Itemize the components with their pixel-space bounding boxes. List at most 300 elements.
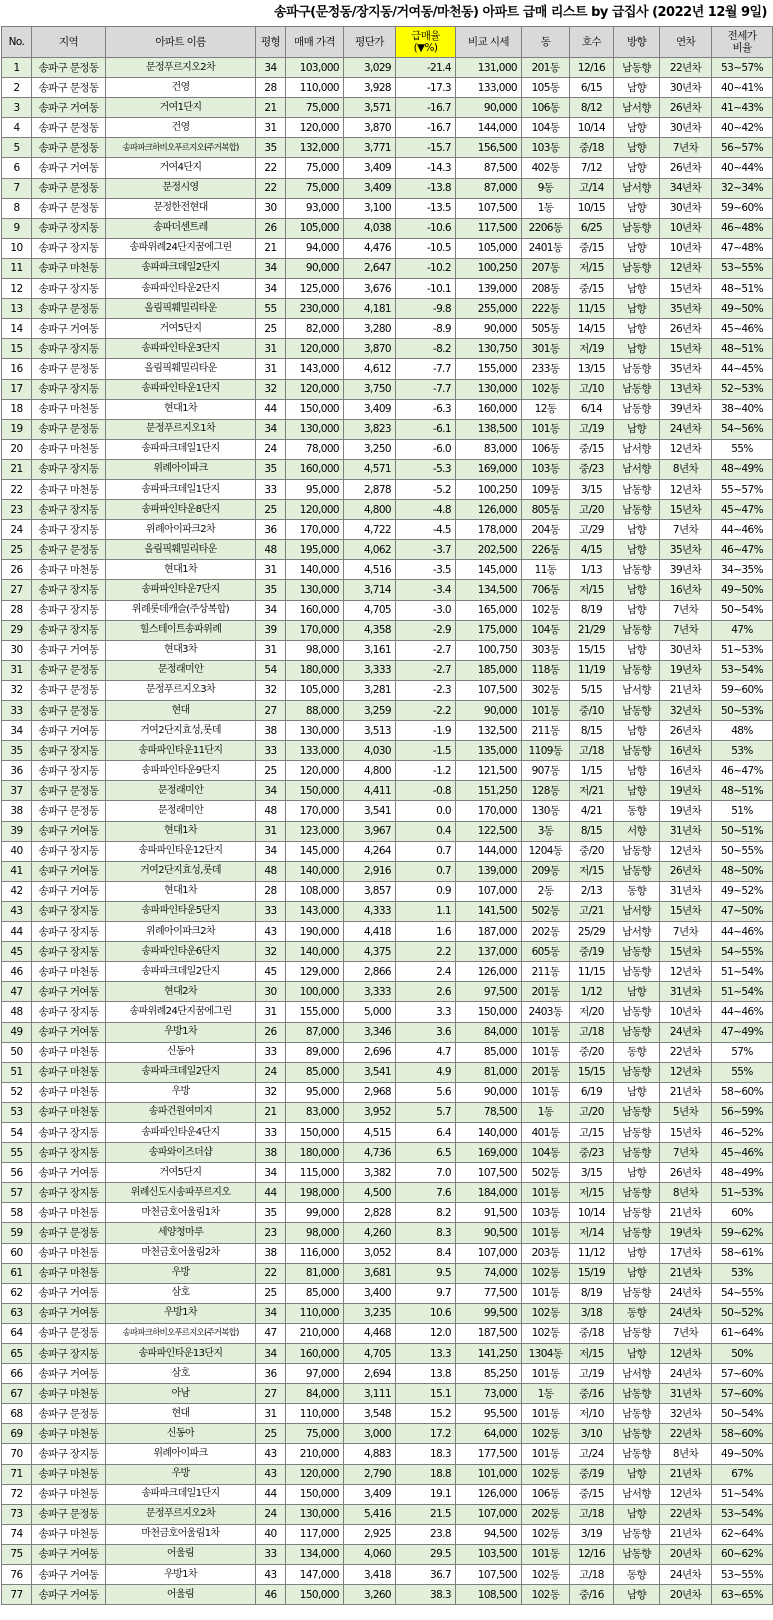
cell-size: 32: [256, 680, 286, 700]
cell-region: 송파구 문정동: [32, 540, 106, 560]
cell-no: 33: [2, 701, 32, 721]
cell-sale-price: 129,000: [286, 962, 344, 982]
cell-no: 63: [2, 1303, 32, 1323]
cell-jeonse-ratio: 51~54%: [712, 962, 773, 982]
cell-direction: 남향: [614, 138, 660, 158]
table-row: [2, 962, 773, 982]
cell-sale-price: 120,000: [286, 379, 344, 399]
table-row: [2, 761, 773, 781]
cell-no: 14: [2, 319, 32, 339]
cell-region: 송파구 문정동: [32, 178, 106, 198]
cell-region: 송파구 거여동: [32, 1022, 106, 1042]
cell-direction: 남향: [614, 1243, 660, 1263]
cell-jeonse-ratio: 55~57%: [712, 479, 773, 499]
table-row: [2, 640, 773, 660]
cell-building: 505동: [522, 319, 570, 339]
cell-apartment-name: 송파파인타운7단지: [106, 580, 256, 600]
cell-discount-rate: 2.6: [396, 982, 456, 1002]
table-row: [2, 178, 773, 198]
cell-building: 104동: [522, 118, 570, 138]
cell-sale-price: 140,000: [286, 560, 344, 580]
cell-direction: 남향: [614, 78, 660, 98]
cell-sale-price: 180,000: [286, 1143, 344, 1163]
cell-age: 39년차: [660, 399, 712, 419]
cell-price-per-pyeong: 3,714: [344, 580, 396, 600]
cell-price-per-pyeong: 3,513: [344, 721, 396, 741]
cell-discount-rate: -0.8: [396, 781, 456, 801]
cell-direction: 남동향: [614, 1102, 660, 1122]
cell-discount-rate: -4.5: [396, 520, 456, 540]
cell-size: 36: [256, 520, 286, 540]
cell-comparison-price: 165,000: [456, 600, 522, 620]
table-row: [2, 1323, 773, 1343]
cell-region: 송파구 장지동: [32, 600, 106, 620]
cell-jeonse-ratio: 48~49%: [712, 1163, 773, 1183]
cell-apartment-name: 송파파크데일2단지: [106, 962, 256, 982]
cell-region: 송파구 장지동: [32, 1143, 106, 1163]
table-row: [2, 379, 773, 399]
header-region: 지역: [32, 27, 106, 58]
cell-size: 31: [256, 118, 286, 138]
cell-size: 48: [256, 540, 286, 560]
cell-price-per-pyeong: 2,694: [344, 1364, 396, 1384]
cell-age: 13년차: [660, 379, 712, 399]
cell-unit: 8/15: [570, 721, 614, 741]
cell-no: 58: [2, 1203, 32, 1223]
cell-unit: 6/25: [570, 218, 614, 238]
table-row: [2, 1303, 773, 1323]
cell-unit: 고/18: [570, 741, 614, 761]
cell-sale-price: 110,000: [286, 1303, 344, 1323]
cell-sale-price: 130,000: [286, 721, 344, 741]
cell-no: 52: [2, 1082, 32, 1102]
cell-no: 61: [2, 1263, 32, 1283]
cell-size: 22: [256, 158, 286, 178]
cell-age: 12년차: [660, 479, 712, 499]
cell-comparison-price: 139,000: [456, 279, 522, 299]
cell-apartment-name: 거여5단지: [106, 1163, 256, 1183]
cell-direction: 남향: [614, 540, 660, 560]
cell-unit: 중/15: [570, 238, 614, 258]
cell-apartment-name: 우방: [106, 1082, 256, 1102]
cell-size: 35: [256, 1203, 286, 1223]
cell-jeonse-ratio: 48~49%: [712, 459, 773, 479]
cell-jeonse-ratio: 53~54%: [712, 660, 773, 680]
cell-building: 102동: [522, 1524, 570, 1544]
cell-age: 12년차: [660, 962, 712, 982]
cell-comparison-price: 90,000: [456, 98, 522, 118]
cell-comparison-price: 150,000: [456, 1002, 522, 1022]
cell-sale-price: 115,000: [286, 1163, 344, 1183]
table-row: [2, 78, 773, 98]
cell-no: 45: [2, 942, 32, 962]
cell-sale-price: 75,000: [286, 98, 344, 118]
cell-apartment-name: 거여2단지효성,롯데: [106, 861, 256, 881]
cell-size: 43: [256, 1464, 286, 1484]
cell-size: 55: [256, 299, 286, 319]
cell-comparison-price: 90,000: [456, 1082, 522, 1102]
cell-discount-rate: 8.2: [396, 1203, 456, 1223]
cell-apartment-name: 위례아이파크2차: [106, 520, 256, 540]
cell-comparison-price: 91,500: [456, 1203, 522, 1223]
cell-price-per-pyeong: 2,968: [344, 1082, 396, 1102]
cell-no: 51: [2, 1062, 32, 1082]
cell-building: 203동: [522, 1243, 570, 1263]
table-row: [2, 1565, 773, 1585]
cell-no: 27: [2, 580, 32, 600]
table-row: [2, 419, 773, 439]
cell-comparison-price: 131,000: [456, 58, 522, 78]
cell-apartment-name: 문정시영: [106, 178, 256, 198]
cell-age: 22년차: [660, 1042, 712, 1062]
cell-unit: 고/18: [570, 1565, 614, 1585]
cell-jeonse-ratio: 49~50%: [712, 299, 773, 319]
cell-no: 47: [2, 982, 32, 1002]
cell-price-per-pyeong: 2,916: [344, 861, 396, 881]
cell-price-per-pyeong: 4,418: [344, 922, 396, 942]
cell-region: 송파구 장지동: [32, 459, 106, 479]
header-direction: 방향: [614, 27, 660, 58]
cell-comparison-price: 126,000: [456, 500, 522, 520]
table-row: [2, 118, 773, 138]
cell-sale-price: 94,000: [286, 238, 344, 258]
cell-building: 208동: [522, 279, 570, 299]
cell-age: 19년차: [660, 801, 712, 821]
cell-age: 7년차: [660, 1323, 712, 1343]
cell-comparison-price: 90,000: [456, 701, 522, 721]
cell-sale-price: 143,000: [286, 901, 344, 921]
cell-building: 2401동: [522, 238, 570, 258]
header-unit: 호수: [570, 27, 614, 58]
cell-comparison-price: 139,000: [456, 861, 522, 881]
cell-no: 42: [2, 881, 32, 901]
cell-unit: 3/18: [570, 1303, 614, 1323]
cell-no: 72: [2, 1484, 32, 1504]
header-jeonse-ratio-line1: 전세가: [727, 30, 757, 42]
cell-discount-rate: 8.4: [396, 1243, 456, 1263]
cell-building: 201동: [522, 58, 570, 78]
cell-region: 송파구 마천동: [32, 258, 106, 278]
cell-building: 1동: [522, 1102, 570, 1122]
cell-direction: 남향: [614, 419, 660, 439]
cell-price-per-pyeong: 2,866: [344, 962, 396, 982]
cell-region: 송파구 거여동: [32, 1544, 106, 1564]
cell-size: 23: [256, 1223, 286, 1243]
cell-jeonse-ratio: 59~60%: [712, 198, 773, 218]
cell-building: 207동: [522, 258, 570, 278]
cell-unit: 5/15: [570, 680, 614, 700]
cell-comparison-price: 107,500: [456, 1163, 522, 1183]
cell-apartment-name: 위례아이파크: [106, 459, 256, 479]
cell-unit: 고/15: [570, 1122, 614, 1142]
cell-building: 11동: [522, 560, 570, 580]
cell-comparison-price: 107,500: [456, 680, 522, 700]
cell-apartment-name: 신동아: [106, 1042, 256, 1062]
cell-region: 송파구 장지동: [32, 279, 106, 299]
cell-building: 101동: [522, 1022, 570, 1042]
cell-price-per-pyeong: 3,541: [344, 801, 396, 821]
cell-building: 3동: [522, 821, 570, 841]
cell-sale-price: 170,000: [286, 520, 344, 540]
cell-discount-rate: 29.5: [396, 1544, 456, 1564]
cell-price-per-pyeong: 3,333: [344, 982, 396, 1002]
table-row: [2, 680, 773, 700]
cell-unit: 11/15: [570, 962, 614, 982]
table-row: [2, 1404, 773, 1424]
cell-comparison-price: 90,000: [456, 319, 522, 339]
cell-price-per-pyeong: 4,705: [344, 600, 396, 620]
cell-region: 송파구 장지동: [32, 218, 106, 238]
cell-jeonse-ratio: 47~48%: [712, 238, 773, 258]
cell-region: 송파구 거여동: [32, 721, 106, 741]
cell-discount-rate: 5.6: [396, 1082, 456, 1102]
cell-size: 26: [256, 1022, 286, 1042]
cell-age: 26년차: [660, 1163, 712, 1183]
cell-size: 30: [256, 982, 286, 1002]
cell-building: 101동: [522, 701, 570, 721]
cell-age: 26년차: [660, 319, 712, 339]
header-jeonse-ratio-line2: 비율: [732, 42, 752, 54]
table-row: [2, 901, 773, 921]
cell-building: 103동: [522, 1203, 570, 1223]
cell-apartment-name: 송파파인타운2단지: [106, 279, 256, 299]
cell-building: 102동: [522, 600, 570, 620]
cell-age: 24년차: [660, 1565, 712, 1585]
cell-age: 22년차: [660, 58, 712, 78]
cell-no: 40: [2, 841, 32, 861]
cell-size: 25: [256, 1283, 286, 1303]
cell-no: 65: [2, 1344, 32, 1364]
cell-region: 송파구 마천동: [32, 1524, 106, 1544]
cell-sale-price: 140,000: [286, 942, 344, 962]
cell-no: 55: [2, 1143, 32, 1163]
cell-size: 34: [256, 1303, 286, 1323]
cell-sale-price: 210,000: [286, 1323, 344, 1343]
cell-direction: 남서향: [614, 922, 660, 942]
cell-apartment-name: 송파건원여미지: [106, 1102, 256, 1122]
cell-direction: 남향: [614, 982, 660, 1002]
cell-apartment-name: 어울림: [106, 1585, 256, 1605]
cell-building: 222동: [522, 299, 570, 319]
cell-apartment-name: 송파파인타운3단지: [106, 339, 256, 359]
cell-no: 71: [2, 1464, 32, 1484]
cell-apartment-name: 송파파크데일1단지: [106, 479, 256, 499]
cell-unit: 고/19: [570, 1364, 614, 1384]
cell-building: 1동: [522, 1384, 570, 1404]
cell-region: 송파구 거여동: [32, 158, 106, 178]
cell-no: 66: [2, 1364, 32, 1384]
cell-unit: 중/10: [570, 701, 614, 721]
cell-size: 22: [256, 1263, 286, 1283]
cell-direction: 남서향: [614, 901, 660, 921]
cell-age: 24년차: [660, 1303, 712, 1323]
cell-jeonse-ratio: 47~50%: [712, 901, 773, 921]
cell-sale-price: 133,000: [286, 741, 344, 761]
cell-no: 19: [2, 419, 32, 439]
cell-jeonse-ratio: 63~65%: [712, 1585, 773, 1605]
cell-sale-price: 84,000: [286, 1384, 344, 1404]
cell-sale-price: 116,000: [286, 1243, 344, 1263]
cell-sale-price: 195,000: [286, 540, 344, 560]
cell-building: 102동: [522, 1565, 570, 1585]
cell-region: 송파구 마천동: [32, 1102, 106, 1122]
cell-age: 12년차: [660, 1344, 712, 1364]
cell-age: 21년차: [660, 1263, 712, 1283]
cell-sale-price: 89,000: [286, 1042, 344, 1062]
cell-region: 송파구 거여동: [32, 1283, 106, 1303]
cell-discount-rate: 2.4: [396, 962, 456, 982]
cell-direction: 남향: [614, 721, 660, 741]
cell-region: 송파구 거여동: [32, 821, 106, 841]
table-row: [2, 218, 773, 238]
cell-unit: 저/14: [570, 1223, 614, 1243]
cell-apartment-name: 건영: [106, 118, 256, 138]
cell-size: 25: [256, 1424, 286, 1444]
cell-size: 34: [256, 58, 286, 78]
table-row: [2, 721, 773, 741]
cell-jeonse-ratio: 58~61%: [712, 1243, 773, 1263]
cell-price-per-pyeong: 2,828: [344, 1203, 396, 1223]
cell-jeonse-ratio: 40~44%: [712, 158, 773, 178]
cell-no: 37: [2, 781, 32, 801]
cell-sale-price: 145,000: [286, 841, 344, 861]
cell-no: 6: [2, 158, 32, 178]
table-row: [2, 258, 773, 278]
cell-sale-price: 108,000: [286, 881, 344, 901]
cell-price-per-pyeong: 3,100: [344, 198, 396, 218]
cell-region: 송파구 문정동: [32, 198, 106, 218]
cell-apartment-name: 거여2단지효성,롯데: [106, 721, 256, 741]
cell-sale-price: 120,000: [286, 118, 344, 138]
cell-unit: 중/19: [570, 942, 614, 962]
cell-unit: 13/15: [570, 359, 614, 379]
cell-unit: 15/15: [570, 640, 614, 660]
cell-discount-rate: 15.2: [396, 1404, 456, 1424]
cell-direction: 남향: [614, 279, 660, 299]
cell-unit: 15/15: [570, 1062, 614, 1082]
cell-price-per-pyeong: 3,541: [344, 1062, 396, 1082]
cell-apartment-name: 현대1차: [106, 881, 256, 901]
cell-age: 7년차: [660, 620, 712, 640]
cell-age: 15년차: [660, 279, 712, 299]
cell-discount-rate: 0.7: [396, 841, 456, 861]
cell-size: 31: [256, 1404, 286, 1424]
cell-size: 32: [256, 1082, 286, 1102]
cell-unit: 12/16: [570, 58, 614, 78]
table-row: [2, 1504, 773, 1524]
cell-age: 31년차: [660, 1384, 712, 1404]
cell-apartment-name: 힐스테이트송파위례: [106, 620, 256, 640]
table-row: [2, 1243, 773, 1263]
cell-building: 301동: [522, 339, 570, 359]
cell-building: 102동: [522, 1424, 570, 1444]
cell-age: 10년차: [660, 1002, 712, 1022]
cell-discount-rate: 9.5: [396, 1263, 456, 1283]
cell-size: 31: [256, 640, 286, 660]
cell-direction: 남동향: [614, 1283, 660, 1303]
cell-sale-price: 97,000: [286, 1364, 344, 1384]
cell-direction: 남동향: [614, 1122, 660, 1142]
cell-region: 송파구 마천동: [32, 399, 106, 419]
cell-unit: 8/19: [570, 600, 614, 620]
cell-region: 송파구 마천동: [32, 1243, 106, 1263]
cell-region: 송파구 문정동: [32, 1223, 106, 1243]
cell-age: 30년차: [660, 118, 712, 138]
cell-unit: 21/29: [570, 620, 614, 640]
cell-discount-rate: -16.7: [396, 118, 456, 138]
cell-jeonse-ratio: 58~60%: [712, 1424, 773, 1444]
cell-size: 25: [256, 761, 286, 781]
cell-size: 40: [256, 1524, 286, 1544]
cell-sale-price: 132,000: [286, 138, 344, 158]
cell-direction: 남향: [614, 339, 660, 359]
cell-no: 75: [2, 1544, 32, 1564]
cell-sale-price: 87,000: [286, 1022, 344, 1042]
cell-building: 209동: [522, 861, 570, 881]
cell-apartment-name: 우방1차: [106, 1303, 256, 1323]
cell-no: 49: [2, 1022, 32, 1042]
cell-jeonse-ratio: 55%: [712, 439, 773, 459]
cell-sale-price: 143,000: [286, 359, 344, 379]
cell-size: 31: [256, 359, 286, 379]
cell-size: 44: [256, 1484, 286, 1504]
header-size: 평형: [256, 27, 286, 58]
table-row: [2, 439, 773, 459]
cell-age: 26년차: [660, 158, 712, 178]
cell-direction: 남동향: [614, 1022, 660, 1042]
cell-no: 34: [2, 721, 32, 741]
cell-sale-price: 85,000: [286, 1062, 344, 1082]
cell-comparison-price: 187,000: [456, 922, 522, 942]
cell-price-per-pyeong: 3,346: [344, 1022, 396, 1042]
cell-discount-rate: -1.5: [396, 741, 456, 761]
cell-region: 송파구 문정동: [32, 299, 106, 319]
cell-building: 2403동: [522, 1002, 570, 1022]
cell-direction: 남동향: [614, 218, 660, 238]
cell-no: 29: [2, 620, 32, 640]
cell-age: 12년차: [660, 841, 712, 861]
cell-jeonse-ratio: 48%: [712, 721, 773, 741]
cell-no: 7: [2, 178, 32, 198]
cell-region: 송파구 거여동: [32, 1364, 106, 1384]
cell-no: 31: [2, 660, 32, 680]
cell-comparison-price: 97,500: [456, 982, 522, 1002]
cell-building: 402동: [522, 158, 570, 178]
cell-unit: 저/15: [570, 258, 614, 278]
cell-age: 32년차: [660, 1404, 712, 1424]
cell-size: 26: [256, 218, 286, 238]
cell-size: 54: [256, 660, 286, 680]
cell-region: 송파구 마천동: [32, 479, 106, 499]
cell-apartment-name: 세양청마루: [106, 1223, 256, 1243]
cell-discount-rate: 0.0: [396, 801, 456, 821]
cell-discount-rate: 3.6: [396, 1022, 456, 1042]
cell-jeonse-ratio: 49~50%: [712, 580, 773, 600]
table-row: [2, 1022, 773, 1042]
cell-apartment-name: 문정푸르지오2차: [106, 58, 256, 78]
cell-region: 송파구 장지동: [32, 1444, 106, 1464]
cell-no: 70: [2, 1444, 32, 1464]
cell-size: 45: [256, 962, 286, 982]
cell-discount-rate: 0.4: [396, 821, 456, 841]
cell-no: 5: [2, 138, 32, 158]
cell-apartment-name: 송파파인타운5단지: [106, 901, 256, 921]
cell-unit: 25/29: [570, 922, 614, 942]
cell-jeonse-ratio: 53~55%: [712, 258, 773, 278]
table-row: [2, 1444, 773, 1464]
cell-region: 송파구 거여동: [32, 881, 106, 901]
table-row: [2, 1082, 773, 1102]
